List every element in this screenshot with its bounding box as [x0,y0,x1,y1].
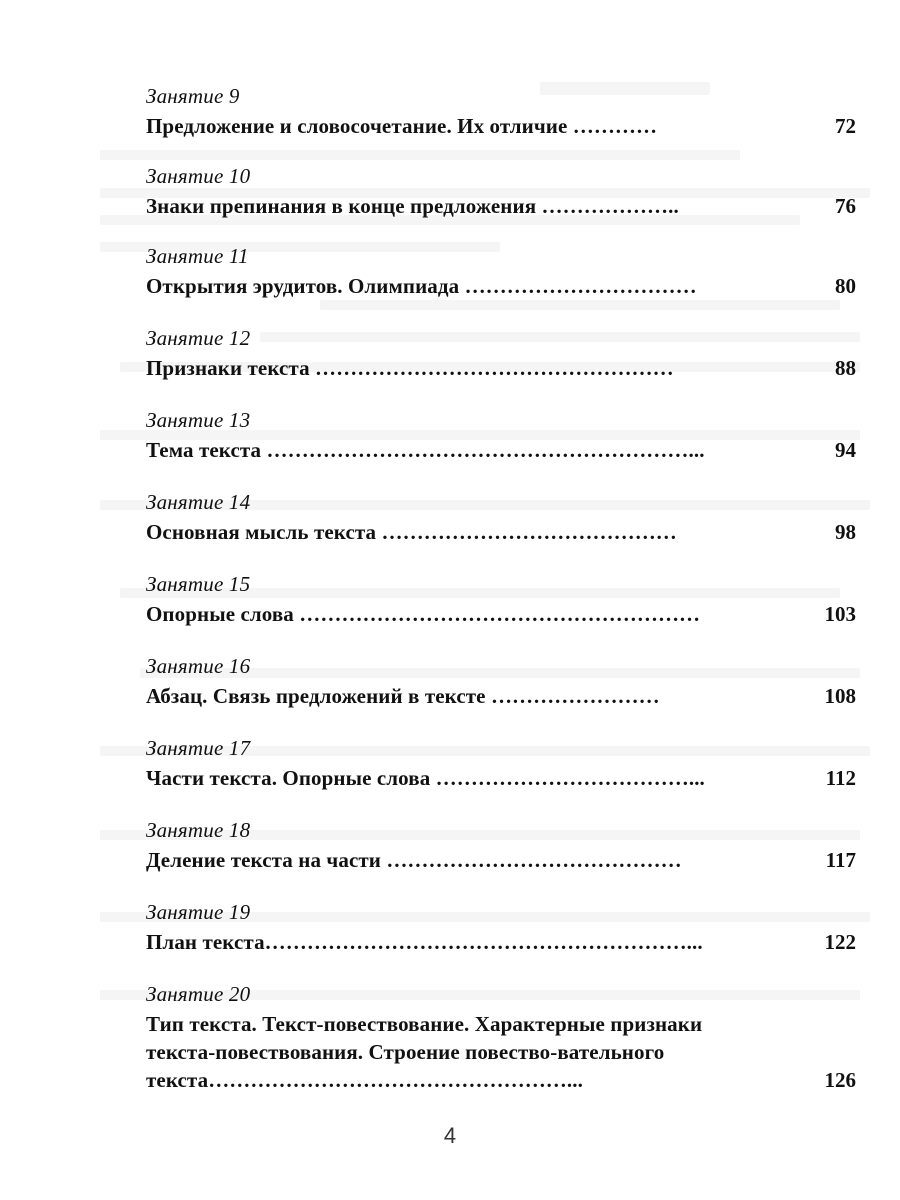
toc-entry [146,654,856,710]
toc-entry [146,326,856,382]
page-number: 108 [824,684,856,708]
lesson-label: Занятие 10 [146,164,251,188]
page-number: 117 [825,848,856,872]
toc-entry [146,244,856,300]
lesson-title: Признаки текста …………………………………………… [146,356,674,380]
toc-entry [146,572,856,628]
lesson-label: Занятие 13 [146,408,251,432]
page-number: 72 [835,114,856,138]
toc-title-row [146,192,856,220]
page-number: 122 [824,930,856,954]
lesson-label: Занятие 17 [146,736,251,760]
page-number: 112 [825,766,856,790]
toc-title-row [146,600,856,628]
toc-entry [146,736,856,792]
ghost-line [100,150,740,160]
lesson-title: Предложение и словосочетание. Их отличие ………… [146,114,658,138]
lesson-label: Занятие 18 [146,818,251,842]
page-number: 80 [835,274,856,298]
toc-entry [146,408,856,464]
toc-title-row [146,764,856,792]
toc-title-row [146,1010,856,1094]
page-number: 98 [835,520,856,544]
lesson-title: Опорные слова ………………………………………………… [146,602,701,626]
lesson-label: Занятие 16 [146,654,251,678]
ghost-line [320,300,840,310]
lesson-label: Занятие 20 [146,982,251,1006]
toc-title-row [146,272,856,300]
page-number: 88 [835,356,856,380]
toc-title-row [146,928,856,956]
page-number: 126 [824,1068,856,1092]
page-number: 103 [824,602,856,626]
lesson-label: Занятие 12 [146,326,251,350]
toc-entry [146,84,856,140]
lesson-label: Занятие 14 [146,490,251,514]
lesson-title: Открытия эрудитов. Олимпиада …………………………… [146,274,697,298]
page-number-footer: 4 [443,1123,457,1148]
page-number: 76 [835,194,856,218]
lesson-label: Занятие 19 [146,900,251,924]
toc-title-row [146,112,856,140]
toc-entry [146,818,856,874]
toc-title-row [146,354,856,382]
lesson-label: Занятие 9 [146,84,240,108]
lesson-title: Абзац. Связь предложений в тексте …………………… [146,684,660,708]
page-number: 94 [835,438,856,462]
toc-title-row [146,846,856,874]
toc-entry [146,164,856,220]
lesson-title: Тип текста. Текст-повествование. Характерные признаки текста-повествования. Строение повество-вательного текста……………………………………………... [146,1012,703,1092]
lesson-title: Деление текста на части …………………………………… [146,848,682,872]
toc-entry [146,900,856,956]
toc-title-row [146,518,856,546]
toc-entry [146,982,856,1094]
lesson-label: Занятие 11 [146,244,249,268]
lesson-title: Основная мысль текста …………………………………… [146,520,677,544]
lesson-title: План текста……………………………………………………... [146,930,703,954]
lesson-title: Тема текста ……………………………………………………... [146,438,705,462]
lesson-label: Занятие 15 [146,572,251,596]
lesson-title: Знаки препинания в конце предложения ……………….. [146,194,679,218]
toc-entry [146,490,856,546]
toc-title-row [146,682,856,710]
toc-title-row [146,436,856,464]
lesson-title: Части текста. Опорные слова ………………………………... [146,766,705,790]
